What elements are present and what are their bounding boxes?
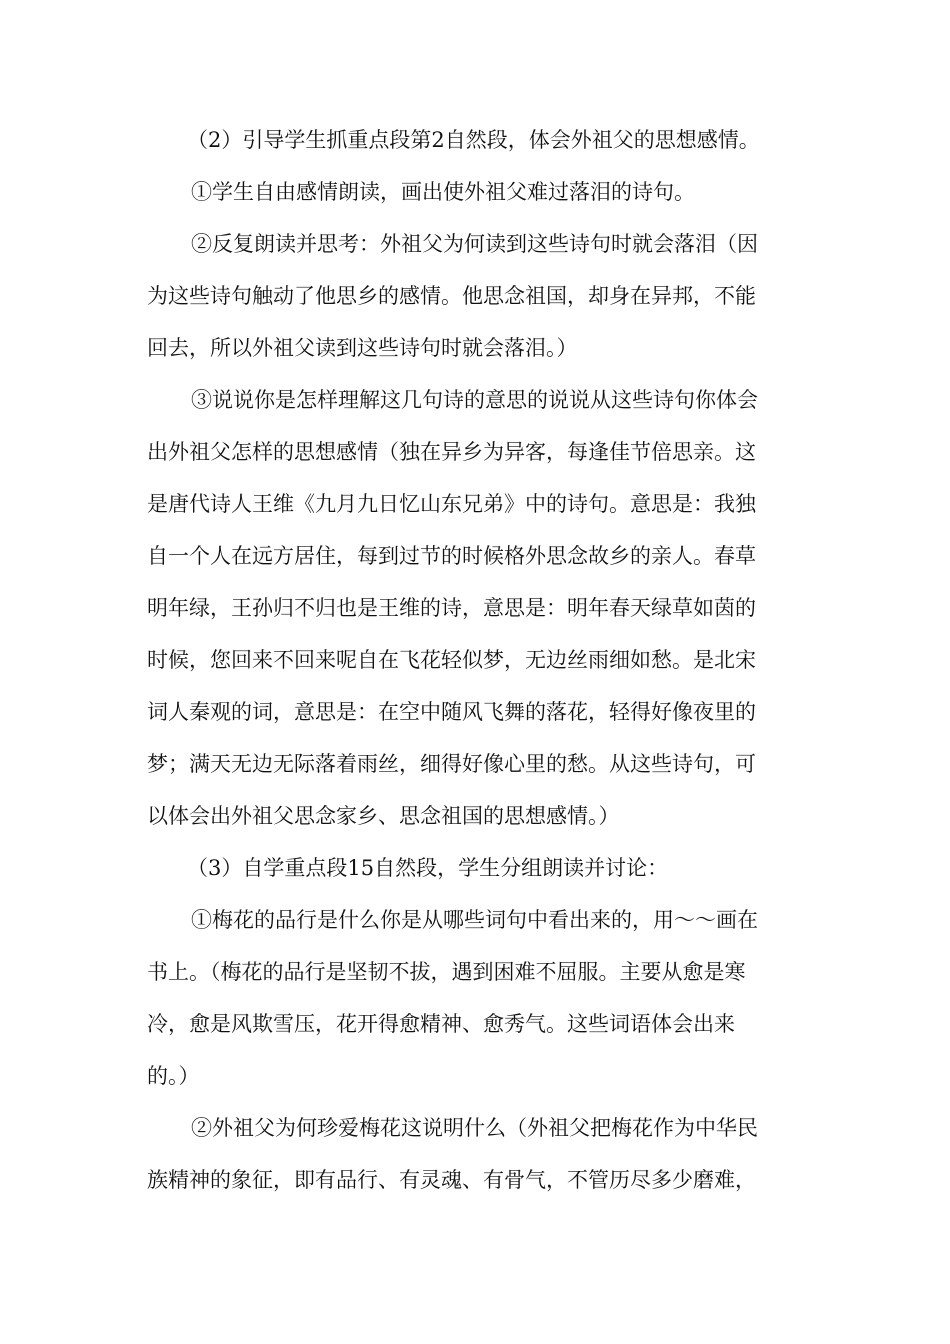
paragraph-line: （3）自学重点段15自然段，学生分组朗读并讨论： (187, 856, 669, 880)
paragraph-line: 族精神的象征，即有品行、有灵魂、有骨气，不管历尽多少磨难， (147, 1168, 756, 1192)
paragraph-line: 明年绿，王孙归不归也是王维的诗，意思是：明年春天绿草如茵的 (147, 596, 756, 620)
paragraph-line: ①梅花的品行是什么你是从哪些词句中看出来的，用～～画在 (191, 908, 758, 932)
paragraph-line: （2）引导学生抓重点段第2自然段，体会外祖父的思想感情。 (187, 128, 760, 152)
paragraph-line: 时候，您回来不回来呢自在飞花轻似梦，无边丝雨细如愁。是北宋 (147, 648, 756, 672)
paragraph-line: 词人秦观的词，意思是：在空中随风飞舞的落花，轻得好像夜里的 (147, 700, 756, 724)
document-body (147, 114, 807, 1206)
paragraph-line: ③说说你是怎样理解这几句诗的意思的说说从这些诗句你体会 (191, 388, 758, 412)
paragraph-line: 梦；满天无边无际落着雨丝，细得好像心里的愁。从这些诗句，可 (147, 752, 756, 776)
paragraph-line: ②外祖父为何珍爱梅花这说明什么（外祖父把梅花作为中华民 (191, 1116, 758, 1140)
paragraph-line: ①学生自由感情朗读，画出使外祖父难过落泪的诗句。 (191, 180, 695, 204)
paragraph-line: 回去，所以外祖父读到这些诗句时就会落泪。） (147, 336, 578, 360)
paragraph-line: 出外祖父怎样的思想感情（独在异乡为异客，每逢佳节倍思亲。这 (147, 440, 756, 464)
paragraph-line: 冷，愈是风欺雪压，花开得愈精神、愈秀气。这些词语体会出来 (147, 1012, 735, 1036)
paragraph-line: 为这些诗句触动了他思乡的感情。他思念祖国，却身在异邦，不能 (147, 284, 756, 308)
paragraph-line: 书上。（梅花的品行是坚韧不拔，遇到困难不屈服。主要从愈是寒 (147, 960, 746, 984)
paragraph-line: 是唐代诗人王维《九月九日忆山东兄弟》中的诗句。意思是：我独 (147, 492, 756, 516)
paragraph-line: ②反复朗读并思考：外祖父为何读到这些诗句时就会落泪（因 (191, 232, 758, 256)
paragraph-line: 以体会出外祖父思念家乡、思念祖国的思想感情。） (147, 804, 620, 828)
paragraph-line: 的。） (147, 1064, 200, 1088)
paragraph-line: 自一个人在远方居住，每到过节的时候格外思念故乡的亲人。春草 (147, 544, 756, 568)
